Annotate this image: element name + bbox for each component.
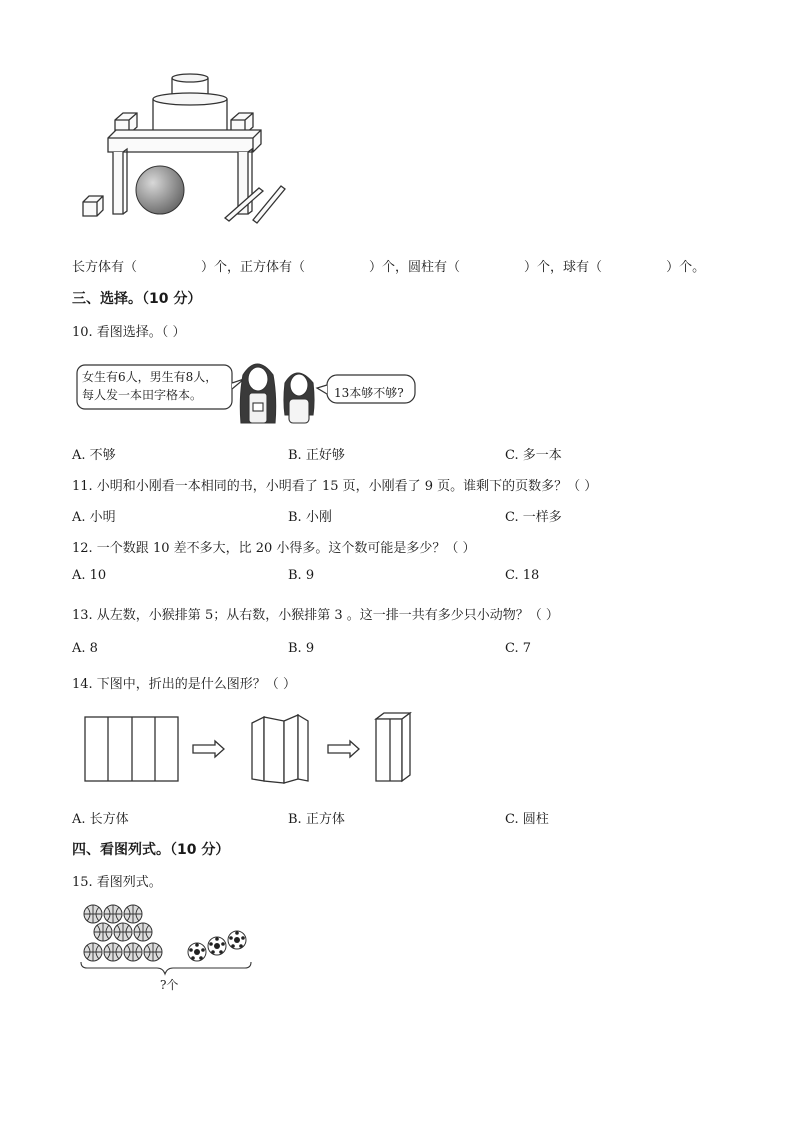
q14-option-b[interactable]: B. 正方体 [288,812,345,827]
q10-bubble-left-line1: 女生有6人，男生有8人， [82,370,218,384]
arrow-right-icon [328,741,359,757]
basketball-icon [94,923,112,941]
sphere-shape [136,166,184,214]
basketball-icon [134,923,152,941]
q12-option-b[interactable]: B. 9 [288,568,315,583]
basketball-icon [114,923,132,941]
brace-line [81,962,251,974]
basketball-icon [144,943,162,961]
arrow-right-icon [193,741,224,757]
q14-folding-figure [80,705,420,785]
football-icon [188,943,206,961]
basketball-icon [124,943,142,961]
q12-option-a[interactable]: A. 10 [72,568,107,583]
q10-option-c[interactable]: C. 多一本 [505,448,562,463]
q13-option-c[interactable]: C. 7 [505,641,532,656]
q11-stem: 11. 小明和小刚看一本相同的书，小明看了 15 页，小刚看了 9 页。谁剩下的页数多？（ ） [72,479,598,494]
q13-stem: 13. 从左数，小猴排第 5；从右数，小猴排第 3 。这一排一共有多少只小动物？（ ） [72,608,559,623]
football-icon [228,931,246,949]
section-3-title: 三、选择。（10 分） [72,291,202,307]
basketball-icon [124,905,142,923]
q11-option-c[interactable]: C. 一样多 [505,510,562,525]
basketball-icon [104,905,122,923]
q10-option-a[interactable]: A. 不够 [72,448,116,463]
q15-stem: 15. 看图列式。 [72,875,162,890]
q9-count-line: 长方体有（ ）个，正方体有（ ）个，圆柱有（ ）个，球有（ ）个。 [72,260,706,275]
basketball-icon [84,943,102,961]
q10-option-b[interactable]: B. 正好够 [288,448,345,463]
basketball-icon [104,943,122,961]
q15-brace-label: ?个 [160,978,179,992]
q12-stem: 12. 一个数跟 10 差不多大，比 20 小得多。这个数可能是多少？（ ） [72,541,476,556]
q11-option-b[interactable]: B. 小刚 [288,510,332,525]
blocks-figure [75,70,295,225]
q12-option-c[interactable]: C. 18 [505,568,540,583]
q10-stem: 10. 看图选择。（ ） [72,325,186,340]
q10-bubble-left-line2: 每人发一本田字格本。 [82,388,203,402]
q13-option-b[interactable]: B. 9 [288,641,315,656]
q14-stem: 14. 下图中，折出的是什么图形？（ ） [72,677,296,692]
q10-bubble-right: 13本够不够? [334,386,404,400]
q14-option-a[interactable]: A. 长方体 [72,812,129,827]
q13-option-a[interactable]: A. 8 [72,641,98,656]
basketball-icon [84,905,102,923]
q11-option-a[interactable]: A. 小明 [72,510,116,525]
q15-balls-figure [75,900,255,980]
section-4-title: 四、看图列式。（10 分） [72,842,230,858]
football-icon [208,937,226,955]
q14-option-c[interactable]: C. 圆柱 [505,812,549,827]
